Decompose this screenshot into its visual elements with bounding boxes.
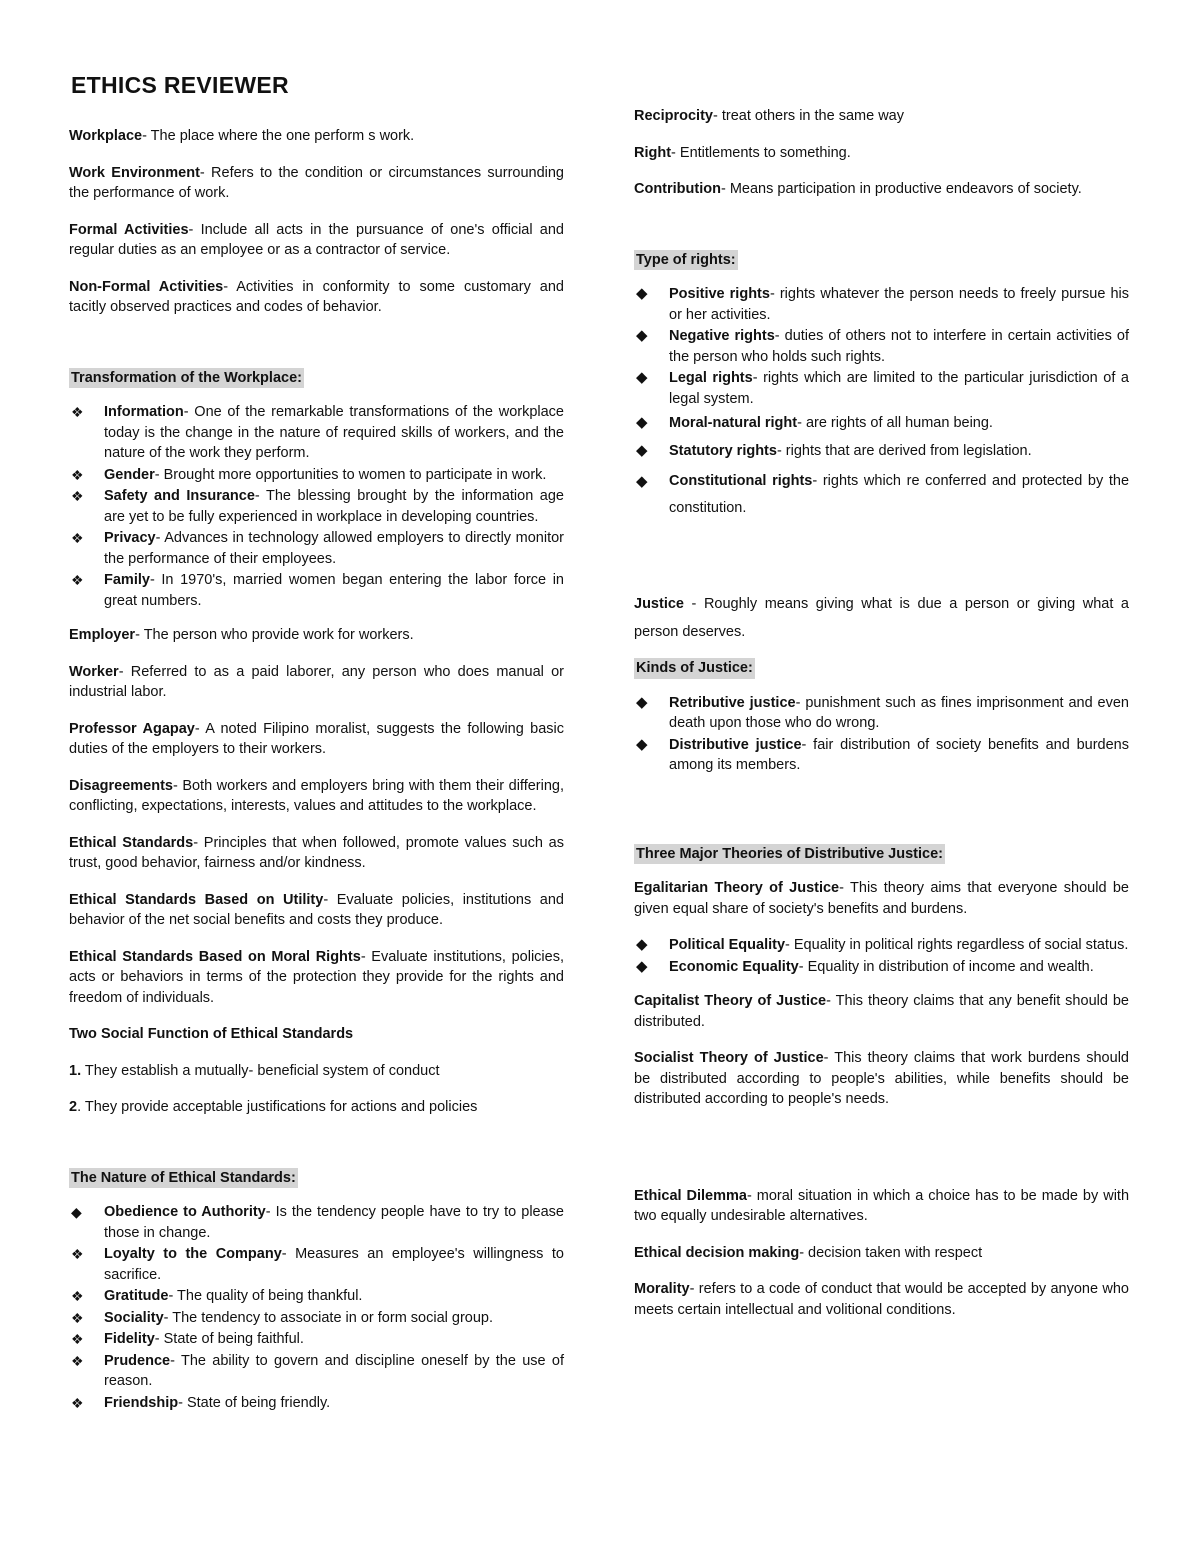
definition bbox=[69, 833, 564, 874]
list-item bbox=[69, 1329, 564, 1350]
term: Ethical decision making bbox=[634, 1244, 800, 1261]
section-heading: Kinds of Justice: bbox=[634, 658, 755, 679]
definition bbox=[634, 1186, 1129, 1227]
bullet-list bbox=[634, 284, 1129, 522]
list-item bbox=[69, 528, 564, 569]
list-item bbox=[634, 935, 1129, 956]
term: Family bbox=[104, 572, 150, 588]
item-text: - Equality in political rights regardless of social status. bbox=[785, 937, 1129, 953]
term: Fidelity bbox=[104, 1331, 155, 1347]
section-heading: Type of rights: bbox=[634, 250, 738, 271]
definition-text: - Activities in conformity to some customary and tacitly observed practices and codes of behavior. bbox=[69, 278, 564, 315]
definition bbox=[634, 179, 1129, 200]
definition bbox=[69, 126, 564, 147]
bullet-icon: ❖ bbox=[71, 1394, 84, 1411]
item-text: - punishment such as fines imprisonment and even death upon those who do wrong. bbox=[669, 694, 1130, 731]
bullet-icon: ◆ bbox=[71, 1204, 82, 1220]
term: Constitutional rights bbox=[669, 473, 813, 489]
item-text: - State of being faithful. bbox=[154, 1331, 304, 1347]
item-text: . They provide acceptable justifications for actions and policies bbox=[77, 1099, 478, 1115]
item-text: - One of the remarkable transformations of the workplace today is the change in the nature of required skills of workers, and the nature of the work they perform. bbox=[104, 404, 564, 461]
definition bbox=[69, 947, 564, 1009]
definition bbox=[634, 878, 1129, 919]
list-item bbox=[634, 735, 1129, 776]
term: Employer bbox=[69, 627, 136, 643]
list-item bbox=[69, 1351, 564, 1392]
list-item bbox=[69, 465, 564, 486]
definition bbox=[634, 991, 1129, 1032]
bullet-icon: ❖ bbox=[71, 404, 84, 420]
list-item bbox=[634, 957, 1129, 978]
term: Worker bbox=[69, 663, 119, 680]
definition bbox=[69, 890, 564, 931]
definition-text: - Entitlements to something. bbox=[671, 144, 851, 161]
item-text: - Advances in technology allowed employers to directly monitor the performance of their employees. bbox=[104, 530, 564, 567]
definition-text: - Evaluate policies, institutions and behavior of the net social benefits and costs they produce. bbox=[69, 891, 564, 928]
page-title: ETHICS REVIEWER bbox=[71, 72, 289, 98]
item-text: - Brought more opportunities to women to participate in work. bbox=[154, 466, 547, 483]
bullet-icon: ◆ bbox=[636, 327, 648, 344]
bullet-icon: ◆ bbox=[636, 285, 648, 302]
term: Disagreements bbox=[69, 777, 173, 794]
bullet-icon: ❖ bbox=[71, 1288, 84, 1304]
definition bbox=[69, 719, 564, 760]
term: Work Environment bbox=[69, 164, 200, 181]
section-heading: Three Major Theories of Distributive Justice: bbox=[634, 844, 945, 865]
bullet-icon: ❖ bbox=[71, 488, 84, 504]
term: Prudence bbox=[104, 1352, 171, 1369]
section-heading: The Nature of Ethical Standards: bbox=[69, 1168, 298, 1189]
bullet-icon: ◆ bbox=[636, 957, 648, 975]
bullet-icon: ◆ bbox=[636, 473, 648, 490]
definition-text: - Evaluate institutions, policies, acts or behaviors in terms of the protection they provide for the rights and freedom of individuals. bbox=[69, 948, 564, 1006]
term: Information bbox=[104, 404, 184, 420]
bullet-icon: ❖ bbox=[71, 1246, 84, 1262]
definition-text: - The person who provide work for workers. bbox=[135, 627, 414, 643]
definition-text: - A noted Filipino moralist, suggests the following basic duties of the employers to their workers. bbox=[69, 720, 565, 757]
section-heading: Transformation of the Workplace: bbox=[69, 368, 304, 389]
item-number: 2 bbox=[69, 1099, 78, 1115]
definition-text: - Both workers and employers bring with them their differing, conflicting, expectations, interests, values and attitudes to the workplace. bbox=[69, 777, 564, 814]
bullet-icon: ◆ bbox=[636, 369, 648, 386]
bullet-list bbox=[69, 1202, 564, 1413]
definition-text: - Include all acts in the pursuance of one's official and regular duties as an employee or as a contractor of service. bbox=[69, 221, 564, 258]
term: Gender bbox=[104, 466, 155, 483]
item-text: - The ability to govern and discipline oneself by the use of reason. bbox=[104, 1352, 564, 1389]
definition-text: - decision taken with respect bbox=[799, 1244, 983, 1261]
list-item bbox=[69, 1393, 564, 1414]
item-text: - rights that are derived from legislation. bbox=[776, 442, 1032, 459]
term: Workplace bbox=[69, 128, 143, 144]
bullet-icon: ◆ bbox=[636, 414, 648, 431]
definition-text: - Roughly means giving what is due a person or giving what a person deserves. bbox=[634, 596, 1129, 640]
list-item bbox=[634, 326, 1129, 367]
term: Formal Activities bbox=[69, 221, 189, 238]
bullet-icon: ❖ bbox=[71, 466, 84, 483]
definition-text: - refers to a code of conduct that would be accepted by anyone who meets certain intellectual and volitional conditions. bbox=[634, 1281, 1129, 1318]
item-text: - rights which re conferred and protected by the constitution. bbox=[669, 473, 1130, 516]
bullet-list bbox=[634, 935, 1129, 977]
item-text: - Measures an employee's willingness to sacrifice. bbox=[104, 1246, 564, 1283]
term: Capitalist Theory of Justice bbox=[634, 993, 827, 1009]
definition-text: - Means participation in productive endeavors of society. bbox=[720, 181, 1082, 197]
term: Obedience to Authority bbox=[104, 1204, 266, 1220]
bullet-icon: ❖ bbox=[71, 1352, 84, 1369]
list-item bbox=[69, 402, 564, 464]
bullet-icon: ◆ bbox=[636, 441, 648, 459]
bullet-icon: ◆ bbox=[636, 735, 648, 753]
term: Contribution bbox=[634, 181, 721, 197]
definition-text: - The place where the one perform s work. bbox=[142, 128, 415, 144]
list-item bbox=[69, 486, 564, 527]
bullet-icon: ❖ bbox=[71, 530, 84, 546]
definition bbox=[69, 163, 564, 204]
term: Ethical Dilemma bbox=[634, 1187, 747, 1204]
list-item bbox=[69, 1244, 564, 1285]
bullet-list bbox=[634, 693, 1129, 776]
term: Positive rights bbox=[669, 286, 770, 302]
term: Gratitude bbox=[104, 1288, 169, 1304]
right-column bbox=[634, 106, 1129, 1336]
definition-text: - treat others in the same way bbox=[712, 108, 904, 124]
item-text: - rights whatever the person needs to freely pursue his or her activities. bbox=[669, 286, 1129, 323]
term: Socialist Theory of Justice bbox=[634, 1050, 824, 1066]
term: Ethical Standards Based on Utility bbox=[69, 891, 324, 908]
term: Ethical Standards Based on Moral Rights bbox=[69, 948, 361, 965]
item-text: - State of being friendly. bbox=[178, 1394, 331, 1411]
term: Retributive justice bbox=[669, 694, 796, 711]
term: Reciprocity bbox=[634, 108, 713, 124]
definition-text: - Principles that when followed, promote values such as trust, good behavior, fairness and/or kindness. bbox=[69, 834, 564, 871]
numbered-item bbox=[69, 1061, 564, 1082]
definition-text: - This theory aims that everyone should be given equal share of society's benefits and burdens. bbox=[634, 880, 1129, 917]
definition-text: - This theory claims that work burdens should be distributed according to people's abilities, while benefits should be distributed according to people's needs. bbox=[634, 1050, 1129, 1107]
list-item bbox=[634, 468, 1129, 522]
left-column bbox=[69, 70, 564, 1427]
bullet-icon: ◆ bbox=[636, 936, 648, 953]
definition bbox=[69, 625, 564, 646]
term: Right bbox=[634, 144, 672, 161]
definition bbox=[634, 1279, 1129, 1320]
item-text: - In 1970's, married women began entering the labor force in great numbers. bbox=[104, 572, 564, 609]
list-item bbox=[69, 1308, 564, 1329]
item-text: - The tendency to associate in or form social group. bbox=[163, 1309, 494, 1326]
subheading: Two Social Function of Ethical Standards bbox=[69, 1026, 354, 1042]
term: Distributive justice bbox=[669, 736, 802, 753]
item-text: - fair distribution of society benefits and burdens among its members. bbox=[669, 736, 1129, 773]
list-item bbox=[69, 1202, 564, 1243]
bullet-icon: ❖ bbox=[71, 1309, 84, 1326]
definition bbox=[69, 220, 564, 261]
list-item bbox=[69, 1286, 564, 1307]
term: Statutory rights bbox=[669, 442, 777, 459]
bullet-icon: ❖ bbox=[71, 1331, 84, 1347]
item-text: - The blessing brought by the information age are yet to be fully experienced in workplace in developing countries. bbox=[104, 488, 564, 525]
list-item bbox=[634, 441, 1129, 462]
item-text: - Equality in distribution of income and wealth. bbox=[798, 958, 1094, 975]
item-text: - are rights of all human being. bbox=[797, 415, 993, 431]
definition-text: - This theory claims that any benefit should be distributed. bbox=[634, 993, 1129, 1030]
term: Privacy bbox=[104, 530, 156, 546]
item-text: - Is the tendency people have to try to please those in change. bbox=[104, 1204, 564, 1241]
term: Economic Equality bbox=[669, 958, 799, 975]
term: Moral-natural right bbox=[669, 415, 798, 431]
term: Justice bbox=[634, 596, 684, 612]
term: Political Equality bbox=[669, 937, 786, 953]
term: Professor Agapay bbox=[69, 720, 195, 737]
definition bbox=[634, 106, 1129, 127]
list-item bbox=[634, 693, 1129, 734]
definition-text: - Refers to the condition or circumstances surrounding the performance of work. bbox=[69, 164, 564, 201]
item-text: - rights which are limited to the particular jurisdiction of a legal system. bbox=[669, 370, 1129, 407]
term: Loyalty to the Company bbox=[104, 1246, 282, 1262]
term: Ethical Standards bbox=[69, 834, 194, 851]
term: Sociality bbox=[104, 1309, 164, 1326]
term: Egalitarian Theory of Justice bbox=[634, 880, 840, 896]
term: Legal rights bbox=[669, 370, 753, 386]
term: Non-Formal Activities bbox=[69, 278, 224, 295]
term: Friendship bbox=[104, 1394, 179, 1411]
list-item bbox=[634, 368, 1129, 409]
definition bbox=[634, 590, 1129, 646]
definition-text: - Referred to as a paid laborer, any person who does manual or industrial labor. bbox=[69, 663, 564, 700]
definition bbox=[634, 143, 1129, 164]
item-text: - The quality of being thankful. bbox=[168, 1288, 363, 1304]
definition bbox=[634, 1243, 1129, 1264]
list-item bbox=[634, 284, 1129, 325]
bullet-icon: ❖ bbox=[71, 572, 84, 588]
term: Morality bbox=[634, 1281, 690, 1297]
item-number: 1. bbox=[69, 1062, 82, 1079]
bullet-list bbox=[69, 402, 564, 611]
numbered-item bbox=[69, 1097, 564, 1118]
definition bbox=[634, 1048, 1129, 1110]
item-text: - duties of others not to interfere in certain activities of the person who holds such rights. bbox=[669, 328, 1129, 365]
list-item bbox=[69, 570, 564, 611]
definition-text: - moral situation in which a choice has to be made by with two equally undesirable alternatives. bbox=[634, 1187, 1130, 1224]
term: Safety and Insurance bbox=[104, 488, 255, 504]
definition bbox=[69, 277, 564, 318]
list-item bbox=[634, 413, 1129, 434]
term: Negative rights bbox=[669, 328, 775, 344]
bullet-icon: ◆ bbox=[636, 693, 648, 711]
item-text: They establish a mutually- beneficial system of conduct bbox=[81, 1062, 440, 1079]
definition bbox=[69, 662, 564, 703]
definition bbox=[69, 776, 564, 817]
